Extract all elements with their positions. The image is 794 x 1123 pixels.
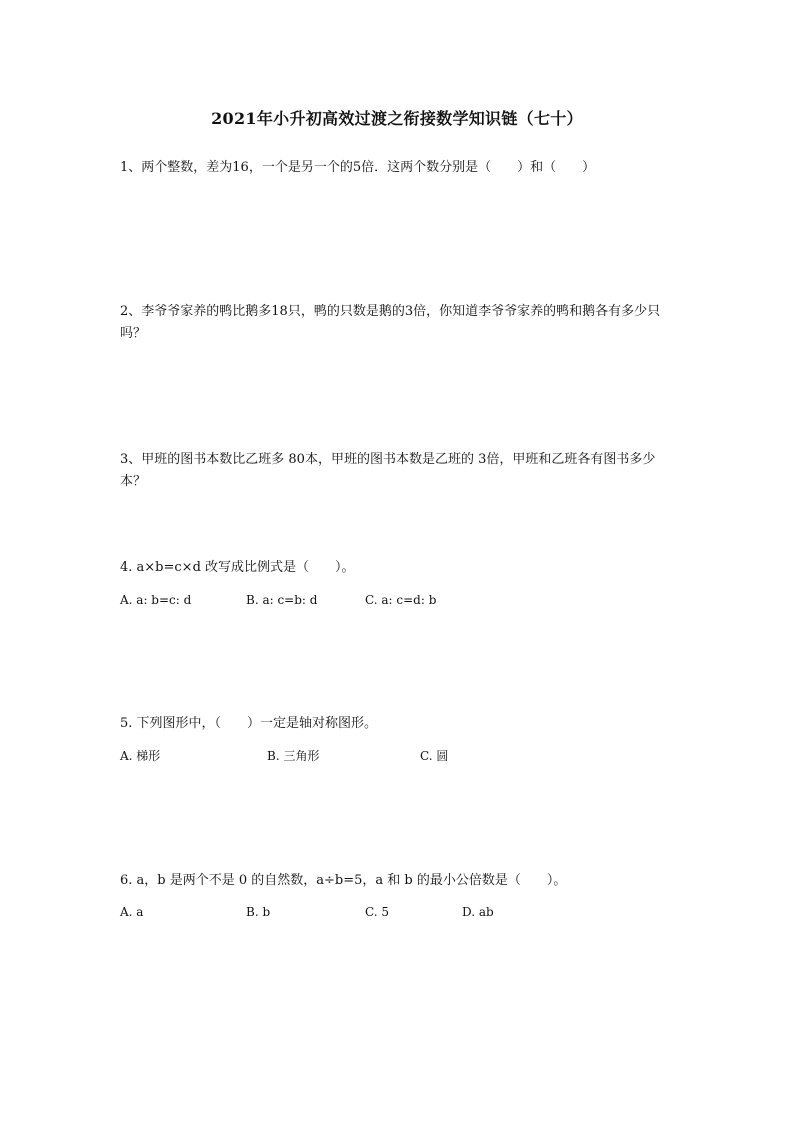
- option-b: B. b: [246, 905, 271, 919]
- option-a: A. 梯形: [120, 749, 161, 763]
- question-3: 3、甲班的图书本数比乙班多 80本，甲班的图书本数是乙班的 3倍，甲班和乙班各有图书多少本？: [120, 452, 656, 489]
- question-5: 5. 下列图形中，（ ）一定是轴对称图形。: [120, 716, 378, 731]
- question-4-options: [120, 590, 680, 610]
- question-1: 1、两个整数，差为16，一个是另一个的5倍．这两个数分别是（ ）和（ ）: [120, 160, 596, 175]
- question-5-options: [120, 746, 680, 766]
- option-b: B. a: c=b: d: [246, 593, 318, 607]
- option-c: C. 5: [365, 905, 390, 919]
- option-a: A. a: [120, 905, 144, 919]
- option-d: D. ab: [462, 905, 494, 919]
- option-a: A. a: b=c: d: [120, 593, 192, 607]
- option-c: C. 圆: [420, 749, 449, 763]
- question-2: 2、李爷爷家养的鸭比鹅多18只，鸭的只数是鹅的3倍，你知道李爷爷家养的鸭和鹅各有多少只吗？: [120, 304, 661, 341]
- question-4: 4. a×b=c×d 改写成比例式是（ ）。: [120, 560, 355, 575]
- option-b: B. 三角形: [267, 749, 320, 763]
- page-title: 2021年小升初高效过渡之衔接数学知识链（七十）: [211, 109, 583, 128]
- option-c: C. a: c=d: b: [365, 593, 437, 607]
- question-6: 6. a，b 是两个不是 0 的自然数，a÷b=5，a 和 b 的最小公倍数是（ ）。: [120, 873, 567, 888]
- question-6-options: [120, 902, 680, 922]
